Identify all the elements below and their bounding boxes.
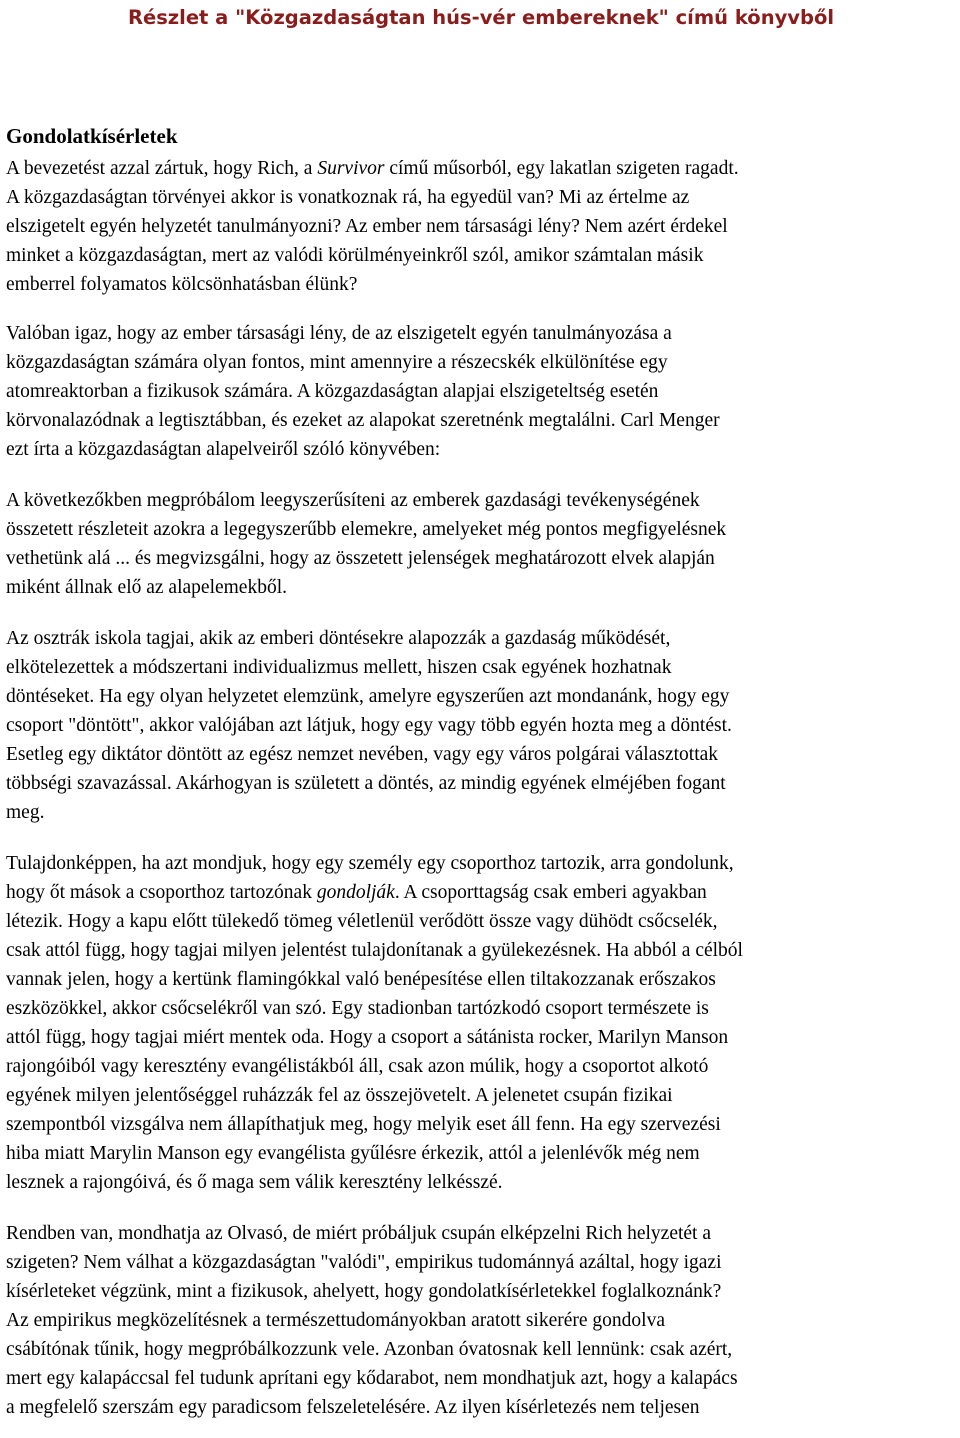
text-line: eszközökkel, akkor csőcselékről van szó. Egy stadionban tartózkodó csoport természete is: [6, 998, 709, 1019]
text-line: a megfelelő szerszám egy paradicsom felszeletelésére. Az ilyen kísérletezés nem teljesen: [6, 1397, 700, 1418]
text-line: minket a közgazdaságtan, mert az valódi körülményeinkről szól, amikor számtalan másik: [6, 245, 704, 266]
text-line: közgazdaságtan számára olyan fontos, mint amennyire a részecskék elkülönítése egy: [6, 352, 668, 373]
text-line: elszigetelt egyén helyzetét tanulmányozni? Az ember nem társasági lény? Nem azért érdekel: [6, 216, 728, 237]
text-line: rajongóiból vagy keresztény evangélistákból áll, csak azon múlik, hogy a csoportot alkotó: [6, 1056, 709, 1077]
text-line: attól függ, hogy tagjai miért mentek oda. Hogy a csoport a sátánista rocker, Marilyn Manson: [6, 1027, 729, 1048]
text-line: ezt írta a közgazdaságtan alapelveiről szóló könyvében:: [6, 439, 441, 460]
text-line: elkötelezettek a módszertani individualizmus mellett, hiszen csak egyének hozhatnak: [6, 657, 672, 678]
text-line: hiba miatt Marylin Manson egy evangélista gyűlésre érkezik, attól a jelenlévők még nem: [6, 1143, 700, 1164]
paragraph-1: [6, 154, 956, 299]
text-line: vannak jelen, hogy a kertünk flamingókkal való benépesítése ellen tiltakozzanak erőszakos: [6, 969, 716, 990]
text-line: összetett részleteit azokra a legegyszerűbb elemekre, amelyeket még pontos megfigyelésnek: [6, 519, 727, 540]
paragraph-2: [6, 319, 956, 464]
text-line: emberrel folyamatos kölcsönhatásban élünk?: [6, 274, 358, 295]
text-line: Valóban igaz, hogy az ember társasági lény, de az elszigetelt egyén tanulmányozása a: [6, 323, 672, 344]
text-line: Tulajdonképpen, ha azt mondjuk, hogy egy személy egy csoporthoz tartozik, arra gondolunk,: [6, 853, 734, 874]
text-line: A bevezetést azzal zártuk, hogy Rich, a Survivor című műsorból, egy lakatlan szigeten ragadt.: [6, 158, 739, 179]
text-line: csoport "döntött", akkor valójában azt látjuk, hogy egy vagy több egyén hozta meg a döntést.: [6, 715, 732, 736]
text-line: A közgazdaságtan törvényei akkor is vonatkoznak rá, ha egyedül van? Mi az értelme az: [6, 187, 690, 208]
text-line: Az empirikus megközelítésnek a természettudományokban aratott sikerére gondolva: [6, 1310, 665, 1331]
text-line: Az osztrák iskola tagjai, akik az emberi döntésekre alapozzák a gazdaság működését,: [6, 628, 671, 649]
text-line: Esetleg egy diktátor döntött az egész nemzet nevében, vagy egy város polgárai választottak: [6, 744, 719, 765]
document-title: Részlet a "Közgazdaságtan hús-vér embereknek" című könyvből: [127, 6, 835, 29]
paragraph-3-quote: [6, 486, 956, 602]
text-line: csábítónak tűnik, hogy megpróbálkozzunk vele. Azonban óvatosnak kell lennünk: csak azért,: [6, 1339, 733, 1360]
text-line: hogy őt mások a csoporthoz tartozónak gondolják. A csoporttagság csak emberi agyakban: [6, 882, 707, 903]
text-line: egyének milyen jelentőséggel ruházzák fel az összejövetelt. A jelenetet csupán fizikai: [6, 1085, 673, 1106]
paragraph-4: [6, 624, 956, 827]
text-line: miként állnak elő az alapelemekből.: [6, 577, 288, 598]
text-line: vethetünk alá ... és megvizsgálni, hogy az összetett jelenségek meghatározott elvek alapján: [6, 548, 715, 569]
text-line: meg.: [6, 802, 45, 823]
text-line: csak attól függ, hogy tagjai milyen jelentést tulajdonítanak a gyülekezésnek. Ha abból a célból: [6, 940, 743, 961]
text-line: létezik. Hogy a kapu előtt tülekedő tömeg véletlenül verődött össze vagy dühödt csőcselék,: [6, 911, 718, 932]
text-line: atomreaktorban a fizikusok számára. A közgazdaságtan alapjai elszigeteltség esetén: [6, 381, 659, 402]
text-line: szempontból vizsgálva nem állapíthatjuk meg, hogy melyik eset áll fenn. Ha egy szervezési: [6, 1114, 721, 1135]
section-heading: Gondolatkísérletek: [6, 124, 178, 148]
text-line: többségi szavazással. Akárhogyan is született a döntés, az mindig egyének elméjében fogant: [6, 773, 726, 794]
text-line: Rendben van, mondhatja az Olvasó, de miért próbáljuk csupán elképzelni Rich helyzetét a: [6, 1223, 712, 1244]
text-line: mert egy kalapáccsal fel tudunk aprítani egy kődarabot, nem mondhatjuk azt, hogy a kalapács: [6, 1368, 738, 1389]
text-line: szigeten? Nem válhat a közgazdaságtan "valódi", empirikus tudománnyá azáltal, hogy igazi: [6, 1252, 722, 1273]
text-line: A következőkben megpróbálom leegyszerűsíteni az emberek gazdasági tevékenységének: [6, 490, 700, 511]
text-line: döntéseket. Ha egy olyan helyzetet elemzünk, amelyre egyszerűen azt mondanánk, hogy egy: [6, 686, 730, 707]
paragraph-6: [6, 1219, 956, 1422]
text-line: kísérleteket végzünk, mint a fizikusok, ahelyett, hogy gondolatkísérletekkel foglalkoznánk?: [6, 1281, 722, 1302]
text-line: lesznek a rajongóivá, és ő maga sem válik keresztény lelkésszé.: [6, 1172, 503, 1193]
text-line: körvonalazódnak a legtisztábban, és ezeket az alapokat szeretnénk megtalálni. Carl Menger: [6, 410, 720, 431]
italic-text: Survivor: [317, 158, 385, 179]
document-page: [6, 0, 956, 1422]
paragraph-5: [6, 849, 956, 1197]
italic-text: gondolják: [316, 882, 395, 903]
